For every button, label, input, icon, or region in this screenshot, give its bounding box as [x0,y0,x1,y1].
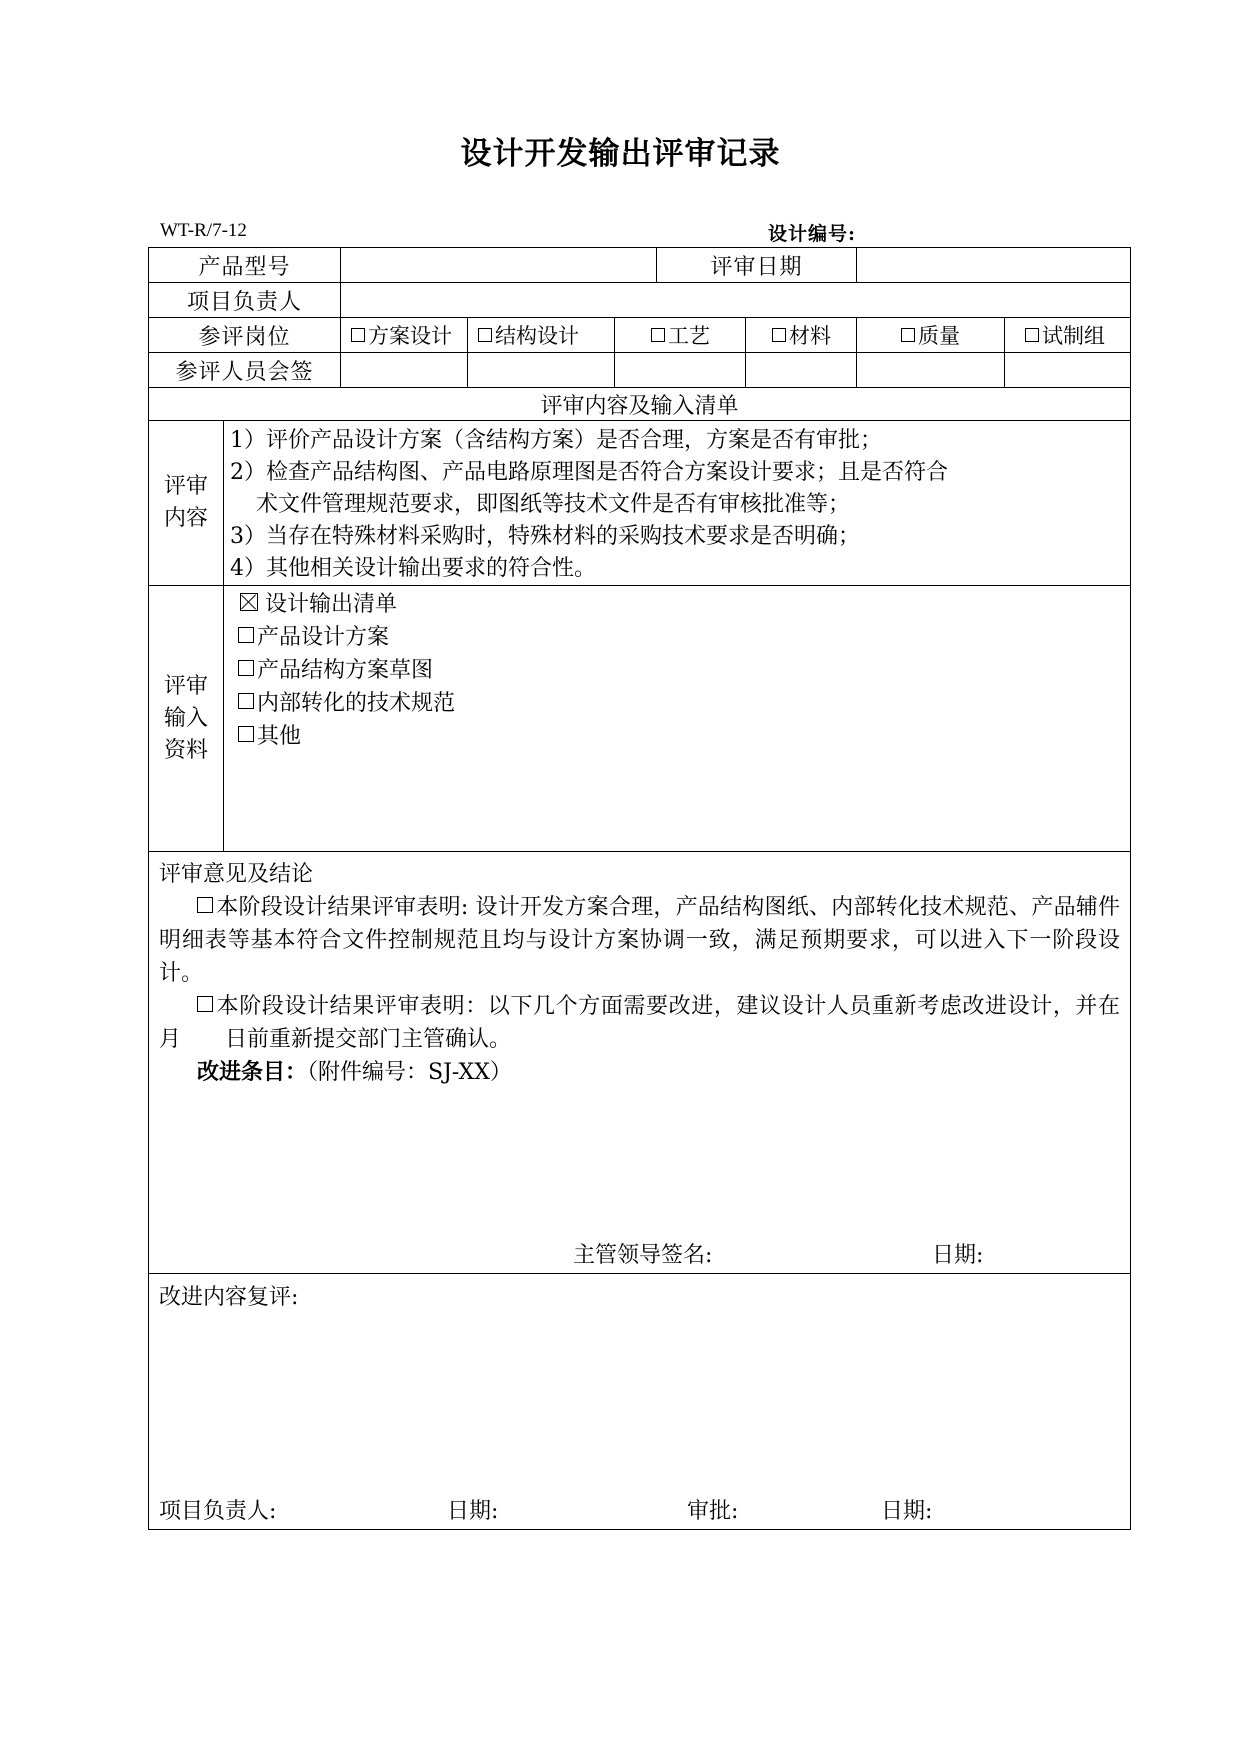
approval-label: 审批: [687,1499,739,1524]
re-review-heading: 改进内容复评: [159,1285,299,1310]
checkbox-icon [238,627,254,643]
project-leader-sign-label: 项目负责人: [159,1499,277,1524]
checkbox-icon [772,328,786,342]
input-item-other[interactable]: 其他 [238,720,1130,753]
checkbox-icon [197,897,213,913]
input-item-structure-sketch[interactable]: 产品结构方案草图 [238,654,1130,687]
input-item-product-design-scheme[interactable]: 产品设计方案 [238,621,1130,654]
leader-date-label: 日期: [447,1499,499,1524]
checkbox-icon [901,328,915,342]
checkbox-icon [197,996,213,1012]
review-inputs-list [224,586,1131,852]
position-quality-checkbox[interactable]: 质量 [857,318,1005,353]
opinion-section [149,852,1165,1274]
checkbox-icon [351,328,365,342]
re-review-section [149,1274,1131,1530]
checkbox-icon [238,693,254,709]
checkbox-icon [651,328,665,342]
section-header: 评审内容及输入清单 [149,388,1131,421]
review-content-label: 评审 内容 [149,421,224,586]
opinion-heading: 评审意见及结论 [159,862,314,887]
position-process-checkbox[interactable]: 工艺 [615,318,746,353]
position-trial-group-checkbox[interactable]: 试制组 [1005,318,1131,353]
project-leader-field[interactable] [341,283,1131,318]
signature-field-1[interactable] [341,353,468,388]
checkbox-icon [478,328,492,342]
supervisor-signature-label: 主管领导签名: [573,1243,713,1268]
list-item: 术文件管理规范要求，即图纸等技术文件是否有审核批准等； [256,492,851,517]
review-content-list [224,421,1131,586]
input-item-technical-spec[interactable]: 内部转化的技术规范 [238,687,1130,720]
checked-box-icon [240,593,258,611]
project-leader-label: 项目负责人 [149,283,341,318]
checkbox-icon [238,726,254,742]
supervisor-date-label: 日期: [932,1243,984,1268]
review-date-label: 评审日期 [657,248,857,283]
position-material-checkbox[interactable]: 材料 [746,318,857,353]
review-inputs-label: 评审 输入 资料 [149,586,224,852]
signature-field-4[interactable] [746,353,857,388]
position-structure-design-checkbox[interactable]: 结构设计 [468,318,615,353]
positions-label: 参评岗位 [149,318,341,353]
checkbox-icon [238,660,254,676]
signature-field-5[interactable] [857,353,1005,388]
design-number-label: 设计编号: [768,223,857,245]
list-item: 2）检查产品结构图、产品电路原理图是否符合方案设计要求；且是否符合 [230,460,948,485]
opinion-option-approve[interactable]: 本阶段设计结果评审表明: 设计开发方案合理，产品结构图纸、内部转化技术规范、产品辅件明细表等基本符合文件控制规范且均与设计方案协调一致，满足预期要求，可以进入下一阶段设计。 [159,895,1121,986]
review-date-field[interactable] [857,248,1131,283]
list-item: 3）当存在特殊材料采购时，特殊材料的采购技术要求是否明确； [230,524,860,549]
signature-field-2[interactable] [468,353,615,388]
list-item: 4）其他相关设计输出要求的符合性。 [230,556,596,581]
product-model-label: 产品型号 [149,248,341,283]
product-model-field[interactable] [341,248,657,283]
input-item-output-list[interactable]: 设计输出清单 [238,588,1130,621]
position-scheme-design-checkbox[interactable]: 方案设计 [341,318,468,353]
page-title: 设计开发输出评审记录 [460,136,781,172]
approval-date-label: 日期: [881,1499,933,1524]
signature-field-3[interactable] [615,353,746,388]
form-number: WT-R/7-12 [160,220,247,241]
checkbox-icon [1025,328,1039,342]
improve-items: 改进条目：（附件编号：SJ-XX） [197,1059,512,1085]
opinion-option-improve[interactable]: 本阶段设计结果评审表明：以下几个方面需要改进，建议设计人员重新考虑改进设计，并在 月 日前重新提交部门主管确认。 [159,994,1165,1052]
review-form-table [148,247,1165,1530]
signatures-label: 参评人员会签 [149,353,341,388]
list-item: 1）评价产品设计方案（含结构方案）是否合理，方案是否有审批； [230,428,882,453]
signature-field-6[interactable] [1005,353,1131,388]
